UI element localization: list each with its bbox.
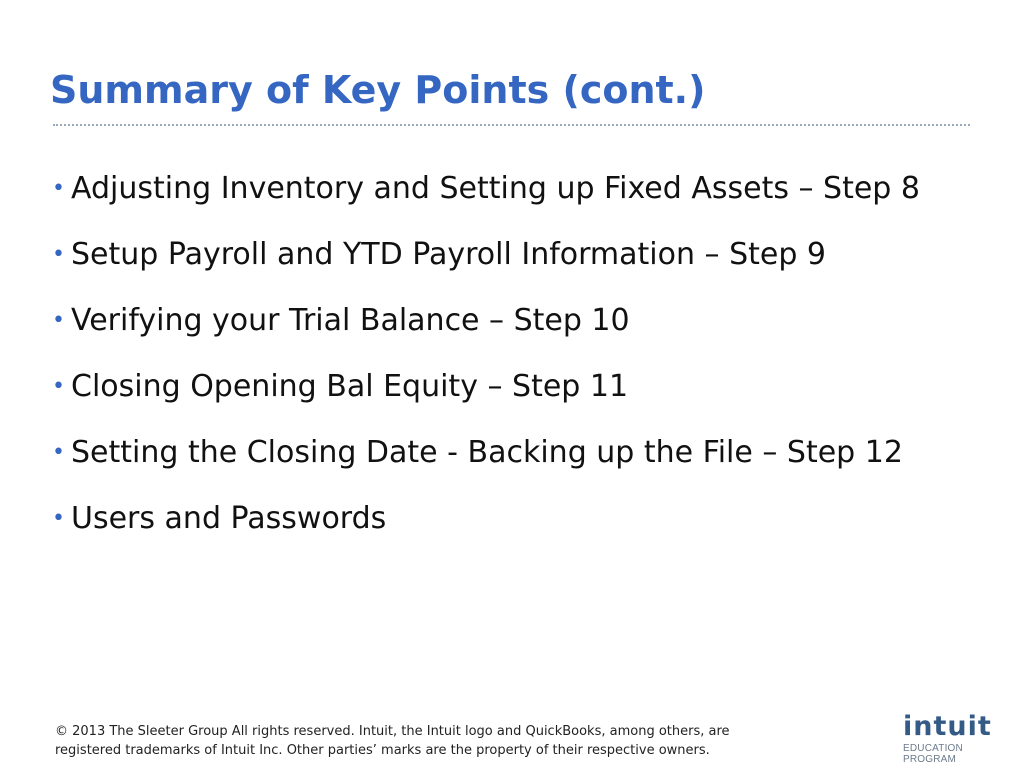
title-divider [53,124,970,126]
bullet-icon: • [52,242,65,267]
list-item-text: Adjusting Inventory and Setting up Fixed Assets – Step 8 [71,171,920,206]
bullet-icon: • [52,374,65,399]
copyright-footer [55,722,855,760]
logo-wordmark: intuit [903,711,992,742]
slide-title: Summary of Key Points (cont.) [50,68,706,112]
list-item-text: Verifying your Trial Balance – Step 10 [71,303,630,338]
copyright-line-1: © 2013 The Sleeter Group All rights reserved. Intuit, the Intuit logo and QuickBooks, among others, are [55,724,730,739]
list-item [52,432,972,474]
bullet-icon: • [52,308,65,333]
key-points-list [52,168,972,564]
list-item [52,234,972,276]
list-item [52,366,972,408]
list-item [52,300,972,342]
list-item-text: Closing Opening Bal Equity – Step 11 [71,369,629,404]
logo-subtitle: EDUCATION PROGRAM [903,743,963,765]
copyright-line-2: registered trademarks of Intuit Inc. Other parties’ marks are the property of their respective owners. [55,743,710,758]
list-item-text: Setting the Closing Date - Backing up the File – Step 12 [71,435,903,470]
bullet-icon: • [52,440,65,465]
list-item-text: Setup Payroll and YTD Payroll Information – Step 9 [71,237,827,272]
list-item [52,168,972,210]
bullet-icon: • [52,176,65,201]
list-item-text: Users and Passwords [71,501,387,536]
bullet-icon: • [52,506,65,531]
list-item [52,498,972,540]
intuit-education-logo [903,711,1013,765]
